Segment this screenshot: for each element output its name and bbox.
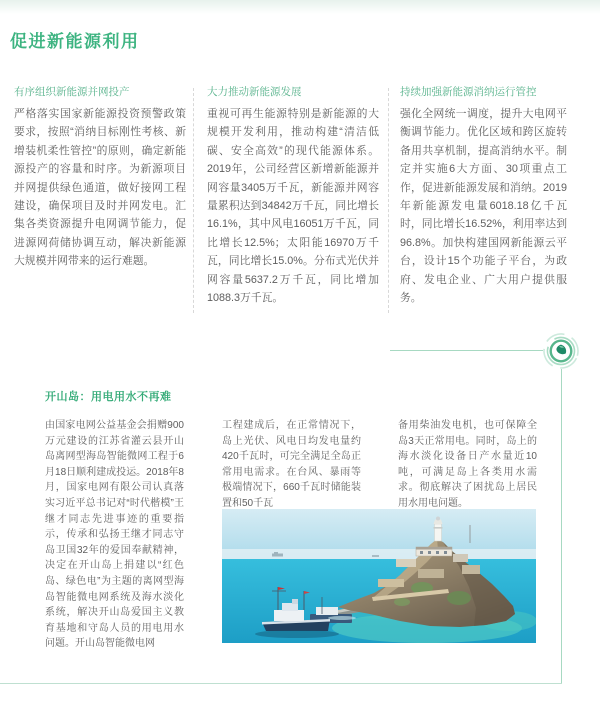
column-body: 严格落实国家新能源投资预警政策要求，按照“消纳目标刚性考核、新增装机柔性管控”的原则，确定新能源投产的容量和时序。为新源项目并网提供绿色通道，做好接网工程建设，确保项目及时并网发电。汇集各类资源提升电网调节能力，促进源网荷储协调互动，解决新能源大规模并网带来的运行难题。 xyxy=(14,108,186,268)
column-body: 强化全网统一调度，提升大电网平衡调节能力。优化区域和跨区旋转备用共享机制，提高消纳水平。制定并实施6大方面、30项重点工作，促进新能源发展和消纳。2019年新能源发电量6018.18亿千瓦时，同比增长16.52%，利用率达到96.8%。加快构建国网新能源云平台，设计15个功能子平台，为政府、发电企业、广大用户提供服务。 xyxy=(400,108,567,305)
column-new-energy-development xyxy=(207,86,379,307)
three-column-section xyxy=(14,86,567,313)
case-study-paragraph: 备用柴油发电机，也可保障全岛3天正常用电。同时，岛上的海水淡化设备日产水量近10吨，可满足岛上各类用水需求。彻底解决了困扰岛上居民用水用电问题。 xyxy=(398,420,537,509)
kaishan-island-photo xyxy=(222,509,536,643)
case-study-paragraph: 由国家电网公益基金会捐赠900万元建设的江苏省灌云县开山岛离网型海岛智能微网工程于6月18日顺利建成投运。2018年8月，国家电网有限公司认真落实习近平总书记对“时代楷模”王继才同志先进事迹的重要指示，传承和弘扬王继才同志守岛卫国32年的爱国奉献精神，决定在开山岛上捐建以“红色岛、绿色电”为主题的离网型海岛智能微电网系统及海水淡化系统，解决开山岛爱国主义教育基地和守岛人员的用电用水问题。开山岛智能微电网 xyxy=(45,420,184,650)
column-heading: 持续加强新能源消纳运行管控 xyxy=(400,86,537,98)
case-study-heading: 开山岛：用电用水不再难 xyxy=(45,391,172,403)
column-heading: 有序组织新能源并网投产 xyxy=(14,86,130,98)
case-study-paragraph: 工程建成后，在正常情况下，岛上光伏、风电日均发电量约420千瓦时，可完全满足全岛正常用电需求。在台风、暴雨等极端情况下，660千瓦时储能装置和50千瓦 xyxy=(222,420,361,509)
column-divider xyxy=(193,88,194,313)
column-divider xyxy=(388,88,389,313)
page-title: 促进新能源利用 xyxy=(10,32,140,51)
decorative-rule-horizontal xyxy=(390,350,543,351)
column-consumption-control xyxy=(400,86,567,307)
decorative-rule-bottom xyxy=(0,683,562,684)
column-heading: 大力推动新能源发展 xyxy=(207,86,302,98)
leaf-circle-icon xyxy=(542,332,580,370)
top-gradient-band xyxy=(0,0,600,14)
column-grid-connection xyxy=(14,86,186,271)
decorative-rule-vertical xyxy=(561,369,562,683)
column-body: 重视可再生能源特别是新能源的大规模开发利用，推动构建“清洁低碳、安全高效”的现代能源体系。2019年，公司经营区新增新能源并网容量3405万千瓦，新能源并网容量累积达到34842万千瓦，同比增长16.1%，其中风电16051万千瓦，同比增长12.5%；太阳能16970万千瓦，同比增长15.0%。分布式光伏并网容量5637.2万千瓦，同比增加1088.3万千瓦。 xyxy=(207,108,379,305)
